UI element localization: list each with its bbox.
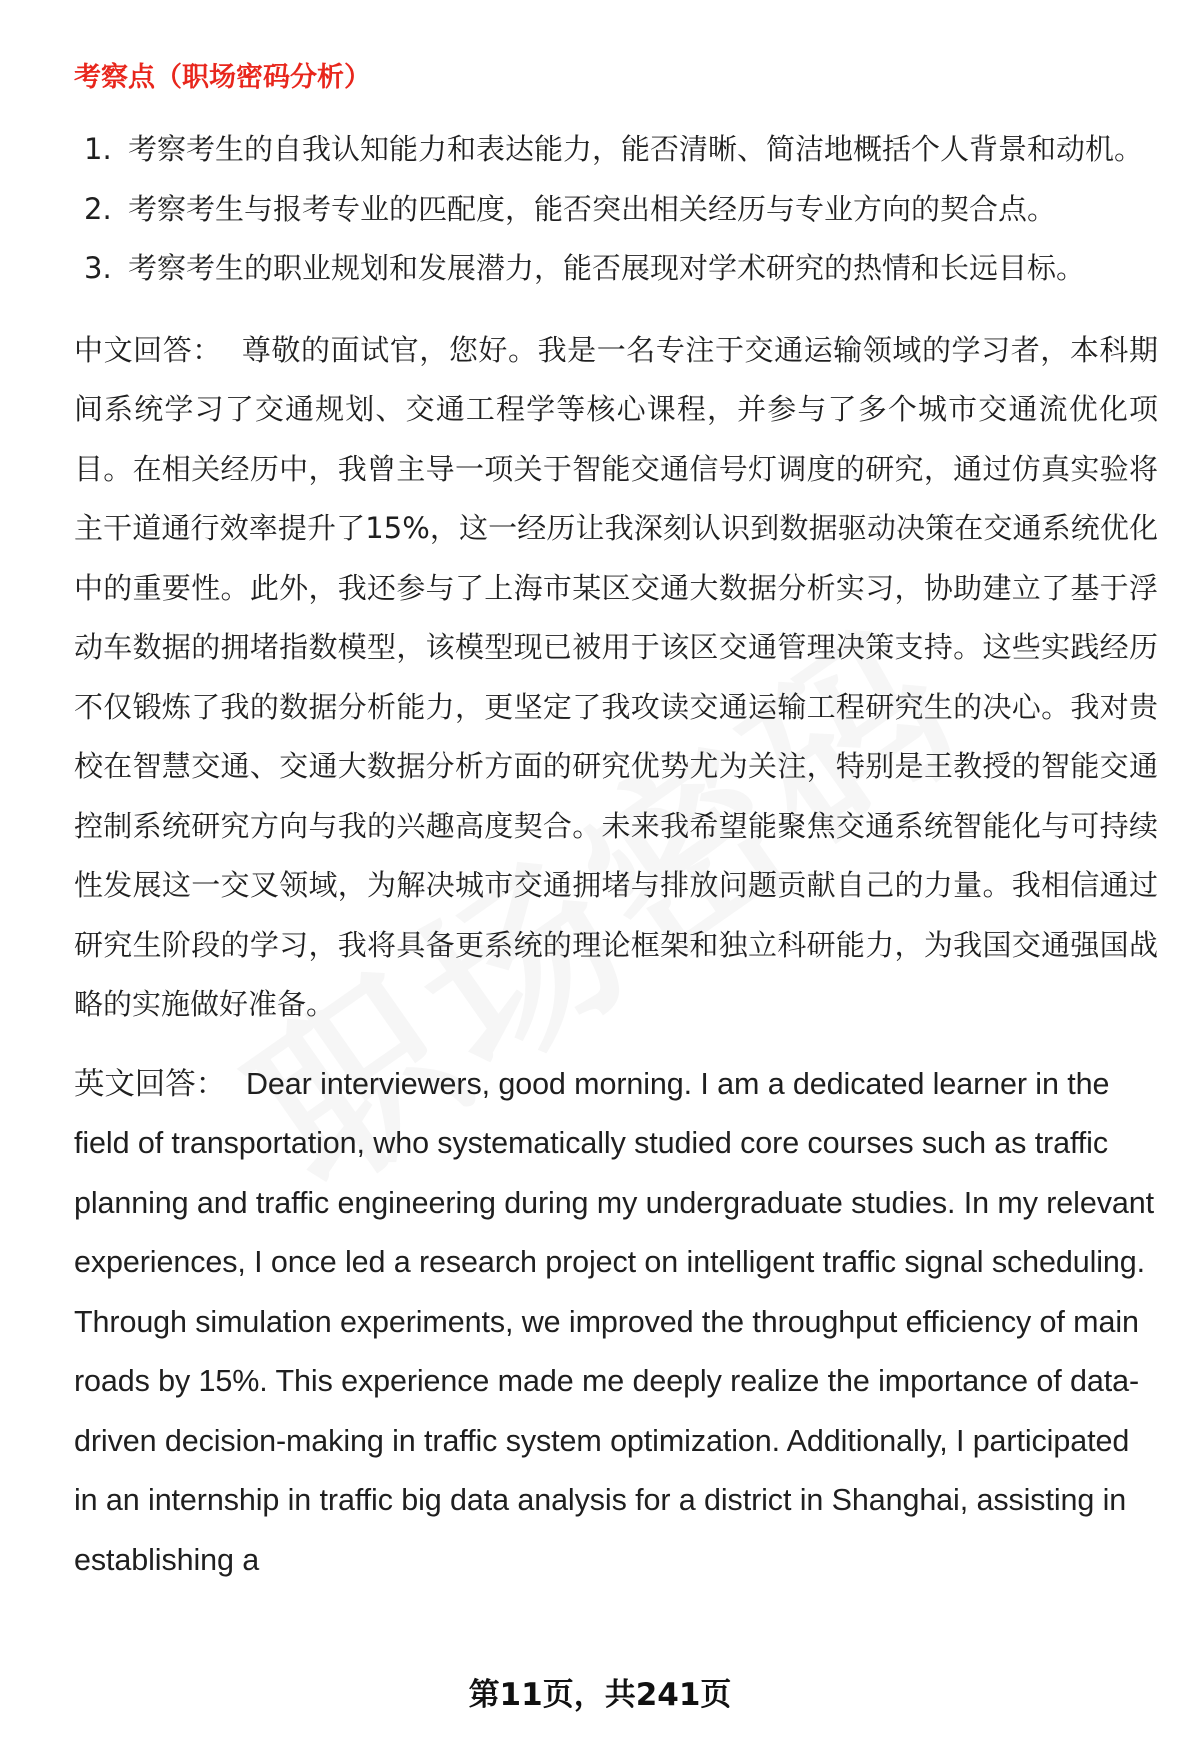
english-answer-label: 英文回答： bbox=[74, 1066, 226, 1101]
point-number: 1. bbox=[84, 132, 112, 166]
chinese-answer-text: 尊敬的面试官，您好。我是一名专注于交通运输领域的学习者，本科期间系统学习了交通规划、交通工程学等核心课程，并参与了多个城市交通流优化项目。在相关经历中，我曾主导一项关于智能交通信号灯调度的研究，通过仿真实验将主干道通行效率提升了15%，这一经历让我深刻认识到数据驱动决策在交通系统优化中的重要性。此外，我还参与了上海市某区交通大数据分析实习，协助建立了基于浮动车数据的拥堵指数模型，该模型现已被用于该区交通管理决策支持。这些实践经历不仅锻炼了我的数据分析能力，更坚定了我攻读交通运输工程研究生的决心。我对贵校在智慧交通、交通大数据分析方面的研究优势尤为关注，特别是王教授的智能交通控制系统研究方向与我的兴趣高度契合。未来我希望能聚焦交通系统智能化与可持续性发展这一交叉领域，为解决城市交通拥堵与排放问题贡献自己的力量。我相信通过研究生阶段的学习，我将具备更系统的理论框架和独立科研能力，为我国交通强国战略的实施做好准备。 bbox=[74, 332, 1158, 1021]
assessment-points-list bbox=[74, 120, 1158, 299]
english-answer-text: Dear interviewers, good morning. I am a dedicated learner in the field of transportation, who systematically studied core courses such as traffic planning and traffic engineering during my undergraduate studies. In my relevant experiences, I once led a research project on intelligent traffic signal scheduling. Through simulation experiments, we improved the throughput efficiency of main roads by 15%. This experience made me deeply realize the importance of data-driven decision-making in traffic system optimization. Additionally, I participated in an internship in traffic big data analysis for a district in Shanghai, assisting in establishing a bbox=[74, 1066, 1154, 1577]
point-number: 2. bbox=[84, 191, 112, 226]
chinese-answer bbox=[74, 321, 1158, 1035]
assessment-point bbox=[74, 120, 1178, 180]
section-heading: 考察点（职场密码分析） bbox=[74, 62, 371, 93]
english-answer bbox=[74, 1055, 1158, 1591]
chinese-answer-label: 中文回答： bbox=[74, 332, 222, 367]
page-footer: 第11页，共241页 bbox=[468, 1677, 732, 1713]
point-text: 考察考生的自我认知能力和表达能力，能否清晰、简洁地概括个人背景和动机。 bbox=[128, 132, 1144, 166]
point-text: 考察考生的职业规划和发展潜力，能否展现对学术研究的热情和长远目标。 bbox=[128, 251, 1086, 285]
assessment-point bbox=[74, 180, 1178, 240]
point-text: 考察考生与报考专业的匹配度，能否突出相关经历与专业方向的契合点。 bbox=[128, 191, 1057, 226]
point-number: 3. bbox=[84, 251, 112, 285]
document-page bbox=[74, 58, 1158, 1610]
assessment-point bbox=[74, 239, 1178, 299]
